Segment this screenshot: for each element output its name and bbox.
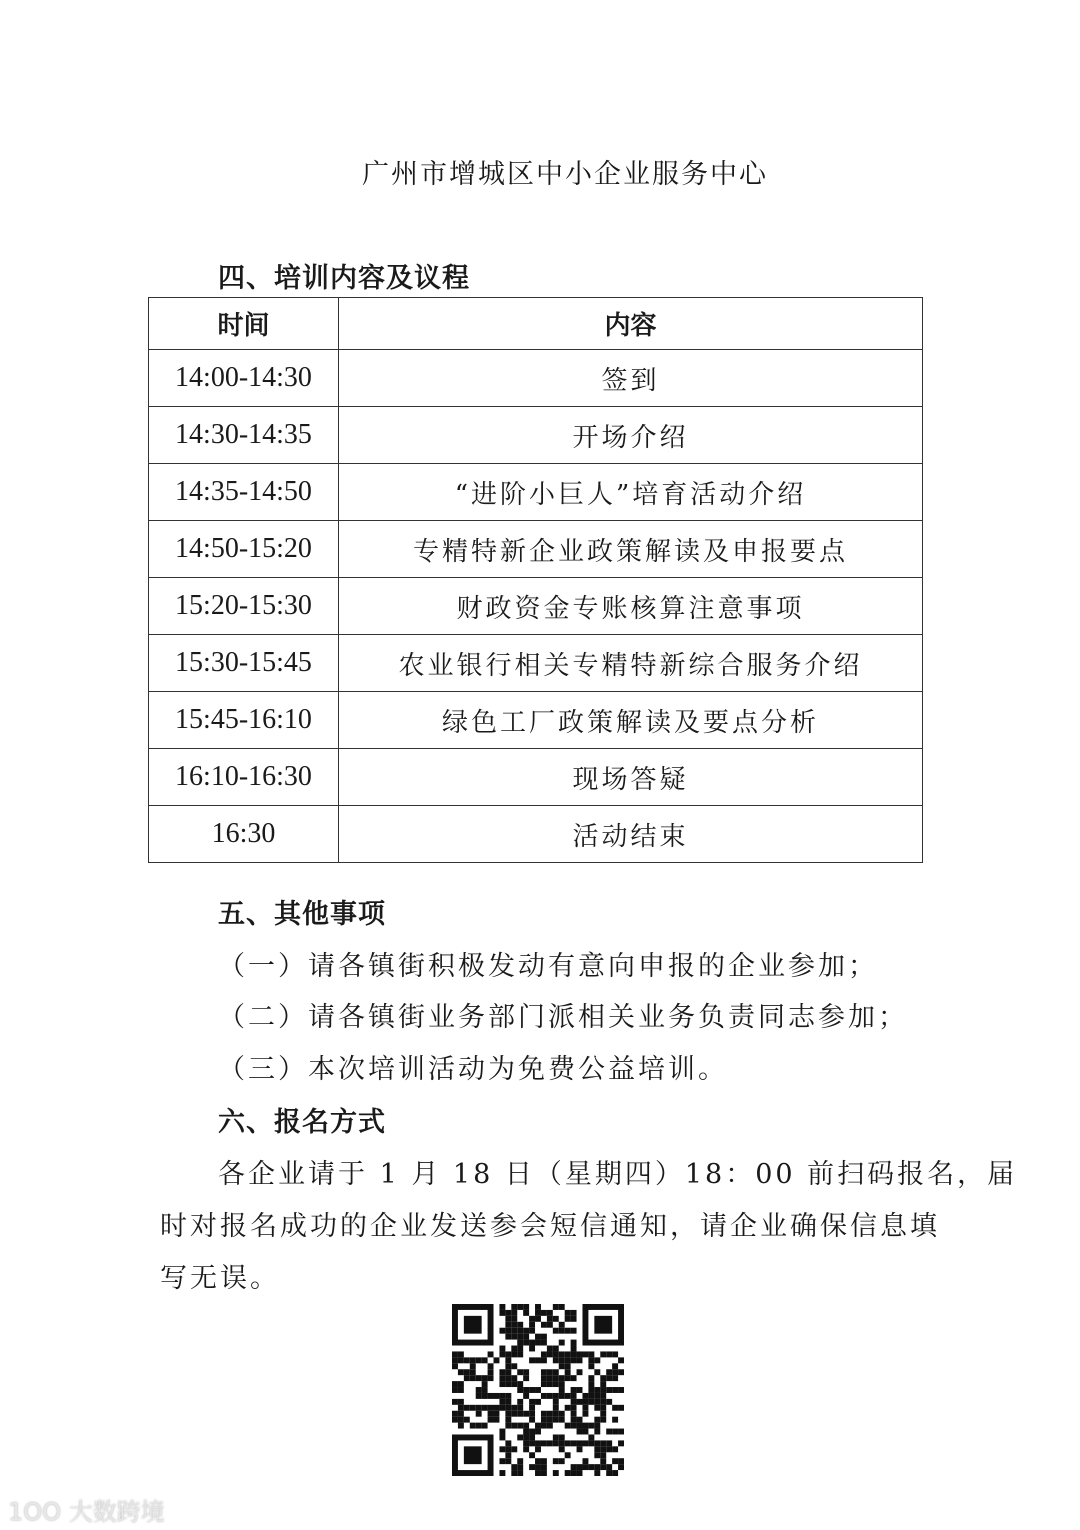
- table-row: [149, 350, 923, 407]
- content-cell: 财政资金专账核算注意事项: [339, 578, 923, 635]
- content-cell: 活动结束: [339, 806, 923, 863]
- table-row: [149, 521, 923, 578]
- qr-modules: [452, 1304, 624, 1476]
- table-row: [149, 749, 923, 806]
- watermark-logo-icon: 1OO: [8, 1498, 69, 1526]
- registration-line-2: 时对报名成功的企业发送参会短信通知，请企业确保信息填: [160, 1211, 940, 1242]
- organization-name: 广州市增城区中小企业服务中心: [362, 159, 768, 190]
- table-row: [149, 635, 923, 692]
- section-5-title: 五、其他事项: [218, 899, 386, 930]
- registration-qr-code[interactable]: [452, 1304, 624, 1476]
- table-header-row: [149, 298, 923, 350]
- table-row: [149, 407, 923, 464]
- content-cell: 开场介绍: [339, 407, 923, 464]
- table-row: [149, 578, 923, 635]
- content-cell: 绿色工厂政策解读及要点分析: [339, 692, 923, 749]
- time-cell: 16:10-16:30: [149, 749, 339, 806]
- content-cell: 专精特新企业政策解读及申报要点: [339, 521, 923, 578]
- time-cell: 14:35-14:50: [149, 464, 339, 521]
- watermark: 1OO 大数跨境: [8, 1498, 165, 1526]
- registration-line-3: 写无误。: [160, 1263, 280, 1294]
- other-item-3: （三）本次培训活动为免费公益培训。: [218, 1054, 728, 1085]
- registration-line-1: 各企业请于 1 月 18 日（星期四）18：00 前扫码报名，届: [218, 1159, 1018, 1190]
- content-cell: 农业银行相关专精特新综合服务介绍: [339, 635, 923, 692]
- content-cell: 现场答疑: [339, 749, 923, 806]
- time-cell: 15:45-16:10: [149, 692, 339, 749]
- table-row: [149, 806, 923, 863]
- other-item-1: （一）请各镇街积极发动有意向申报的企业参加；: [218, 951, 878, 982]
- content-cell: “进阶小巨人”培育活动介绍: [339, 464, 923, 521]
- section-6-title: 六、报名方式: [218, 1107, 386, 1138]
- time-cell: 14:00-14:30: [149, 350, 339, 407]
- time-cell: 15:30-15:45: [149, 635, 339, 692]
- section-4-title: 四、培训内容及议程: [218, 263, 470, 294]
- other-item-2: （二）请各镇街业务部门派相关业务负责同志参加；: [218, 1002, 908, 1033]
- time-cell: 14:30-14:35: [149, 407, 339, 464]
- header-time: 时间: [149, 298, 339, 350]
- time-cell: 16:30: [149, 806, 339, 863]
- time-cell: 15:20-15:30: [149, 578, 339, 635]
- table-row: [149, 464, 923, 521]
- header-content: 内容: [339, 298, 923, 350]
- table-row: [149, 692, 923, 749]
- agenda-table: [148, 297, 923, 863]
- content-cell: 签到: [339, 350, 923, 407]
- time-cell: 14:50-15:20: [149, 521, 339, 578]
